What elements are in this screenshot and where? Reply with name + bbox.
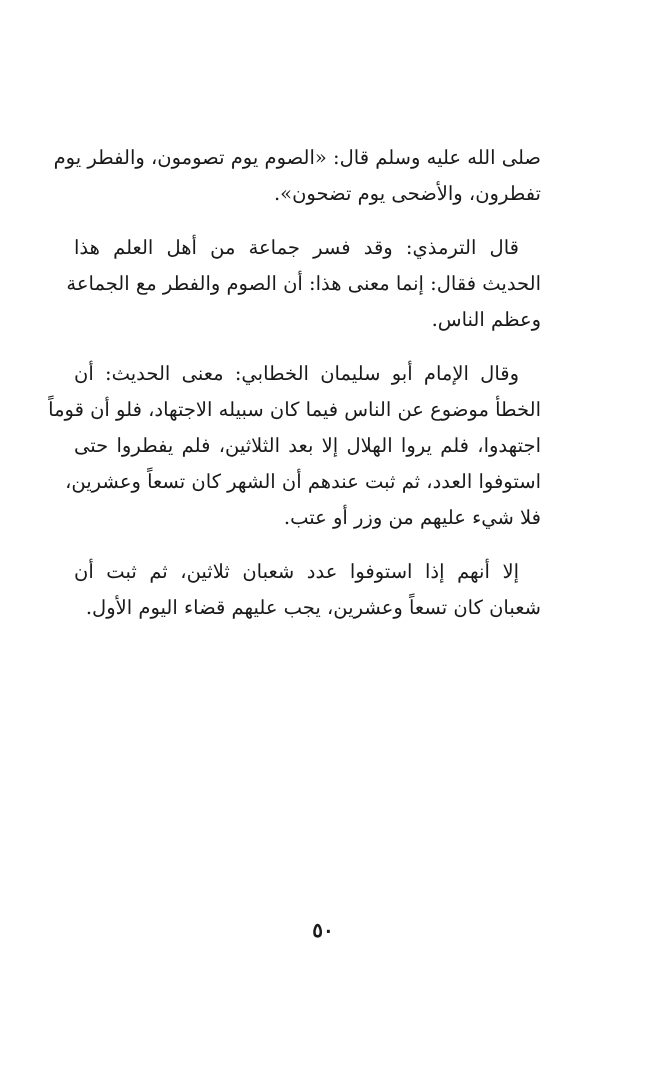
text-line: فلا شيء عليهم من وزر أو عتب. <box>283 506 541 529</box>
paragraph-3 <box>48 356 541 536</box>
text-line: الخطأ موضوع عن الناس فيما كان سبيله الاجتهاد، فلو أن قوماً <box>48 398 541 421</box>
text-line: وقال الإمام أبو سليمان الخطابي: معنى الحديث: أن <box>74 362 519 385</box>
paragraph-4 <box>74 554 541 626</box>
text-line: صلى الله عليه وسلم قال: «الصوم يوم تصومون، والفطر يوم <box>53 146 541 169</box>
page-number: ٥٠ <box>312 918 334 942</box>
text-line: إلا أنهم إذا استوفوا عدد شعبان ثلاثين، ثم ثبت أن <box>74 560 519 583</box>
text-line: اجتهدوا، فلم يروا الهلال إلا بعد الثلاثين، فلم يفطروا حتى <box>74 434 541 457</box>
text-line: وعظم الناس. <box>431 308 541 331</box>
text-line: تفطرون، والأضحى يوم تضحون». <box>273 182 541 205</box>
text-line: استوفوا العدد، ثم ثبت عندهم أن الشهر كان تسعاً وعشرين، <box>65 470 541 493</box>
text-line: قال الترمذي: وقد فسر جماعة من أهل العلم هذا <box>74 236 519 259</box>
paragraph-1 <box>53 140 541 212</box>
paragraph-2 <box>66 230 541 338</box>
text-line: شعبان كان تسعاً وعشرين، يجب عليهم قضاء اليوم الأول. <box>85 596 541 619</box>
text-line: الحديث فقال: إنما معنى هذا: أن الصوم والفطر مع الجماعة <box>66 272 541 295</box>
body-text <box>48 140 541 644</box>
